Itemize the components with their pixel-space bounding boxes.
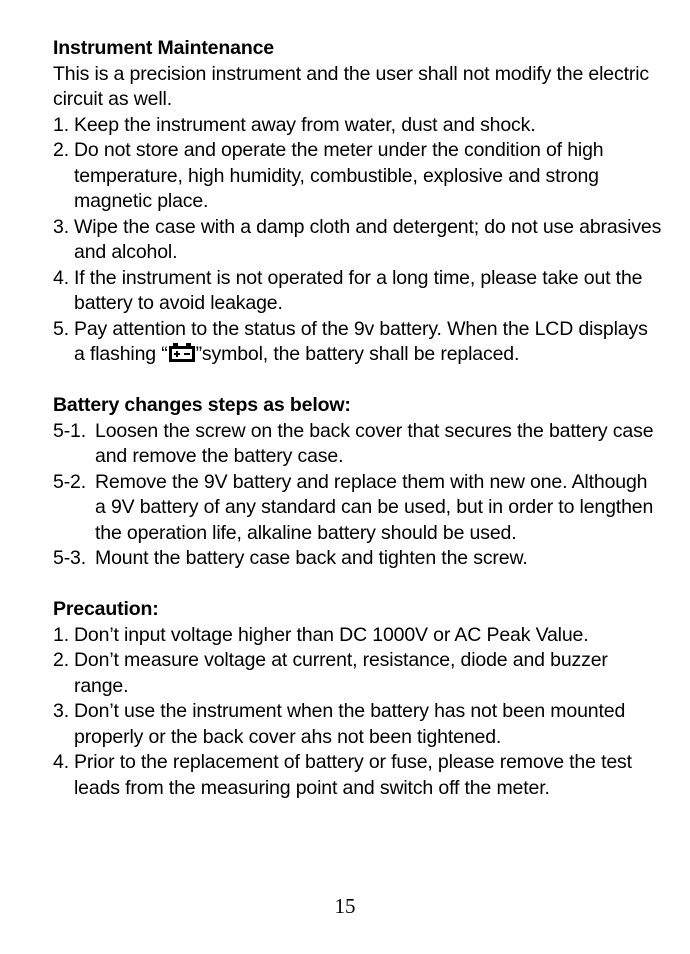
item-number: 5-2. bbox=[53, 470, 87, 493]
maintenance-heading: Instrument Maintenance bbox=[53, 37, 274, 59]
battery-icon bbox=[168, 343, 196, 363]
item-text: If the instrument is not operated for a long time, please take out the battery to avoid leakage. bbox=[74, 266, 643, 314]
list-item bbox=[53, 317, 663, 368]
item-text: Do not store and operate the meter under the condition of high temperature, high humidity, combustible, explosive and strong magnetic place. bbox=[74, 139, 604, 212]
item-number: 3. bbox=[53, 700, 69, 722]
item-text: Don’t input voltage higher than DC 1000V or AC Peak Value. bbox=[74, 623, 589, 646]
list-item bbox=[53, 215, 663, 266]
item-number: 4. bbox=[53, 266, 69, 289]
manual-page bbox=[53, 36, 663, 801]
list-item bbox=[53, 113, 663, 139]
item-number: 5. bbox=[53, 317, 69, 340]
battery-heading: Battery changes steps as below: bbox=[53, 394, 351, 416]
maintenance-intro: This is a precision instrument and the user shall not modify the electric circuit as well. bbox=[53, 62, 649, 110]
item-number: 1. bbox=[53, 623, 69, 646]
item-text: Loosen the screw on the back cover that secures the battery case and remove the battery case. bbox=[95, 419, 654, 467]
item-text-before: Pay attention to the status of the 9v battery. When the LCD displays a flashing “ bbox=[74, 317, 648, 365]
item-number: 2. bbox=[53, 139, 69, 161]
list-item bbox=[53, 546, 663, 572]
item-text: Mount the battery case back and tighten the screw. bbox=[95, 547, 528, 569]
item-number: 1. bbox=[53, 113, 69, 136]
list-item bbox=[53, 138, 663, 215]
item-number: 4. bbox=[53, 751, 69, 773]
page-number: 15 bbox=[334, 894, 356, 918]
item-number: 2. bbox=[53, 649, 69, 671]
precaution-heading: Precaution: bbox=[53, 598, 159, 620]
list-item bbox=[53, 419, 663, 470]
item-text: Prior to the replacement of battery or fuse, please remove the test leads from the measuring point and switch off the meter. bbox=[74, 751, 632, 799]
list-item bbox=[53, 648, 663, 699]
spacer bbox=[53, 368, 663, 394]
item-number: 5-3. bbox=[53, 547, 87, 569]
list-item bbox=[53, 266, 663, 317]
item-number: 5-1. bbox=[53, 419, 87, 442]
item-text: Wipe the case with a damp cloth and detergent; do not use abrasives and alcohol. bbox=[74, 215, 662, 263]
list-item bbox=[53, 750, 663, 801]
item-number: 3. bbox=[53, 215, 69, 238]
item-text: Keep the instrument away from water, dust and shock. bbox=[74, 113, 536, 136]
item-text-after: ”symbol, the battery shall be replaced. bbox=[195, 343, 520, 365]
list-item bbox=[53, 623, 663, 649]
list-item bbox=[53, 470, 663, 547]
item-text: Don’t measure voltage at current, resistance, diode and buzzer range. bbox=[74, 649, 608, 697]
item-text: Don’t use the instrument when the battery has not been mounted properly or the back cover ahs not been tightened. bbox=[74, 700, 626, 748]
list-item bbox=[53, 699, 663, 750]
item-text: Remove the 9V battery and replace them with new one. Although a 9V battery of any standard can be used, but in order to lengthen the operation life, alkaline battery should be used. bbox=[95, 470, 654, 544]
item-text bbox=[74, 317, 663, 368]
spacer bbox=[53, 572, 663, 598]
